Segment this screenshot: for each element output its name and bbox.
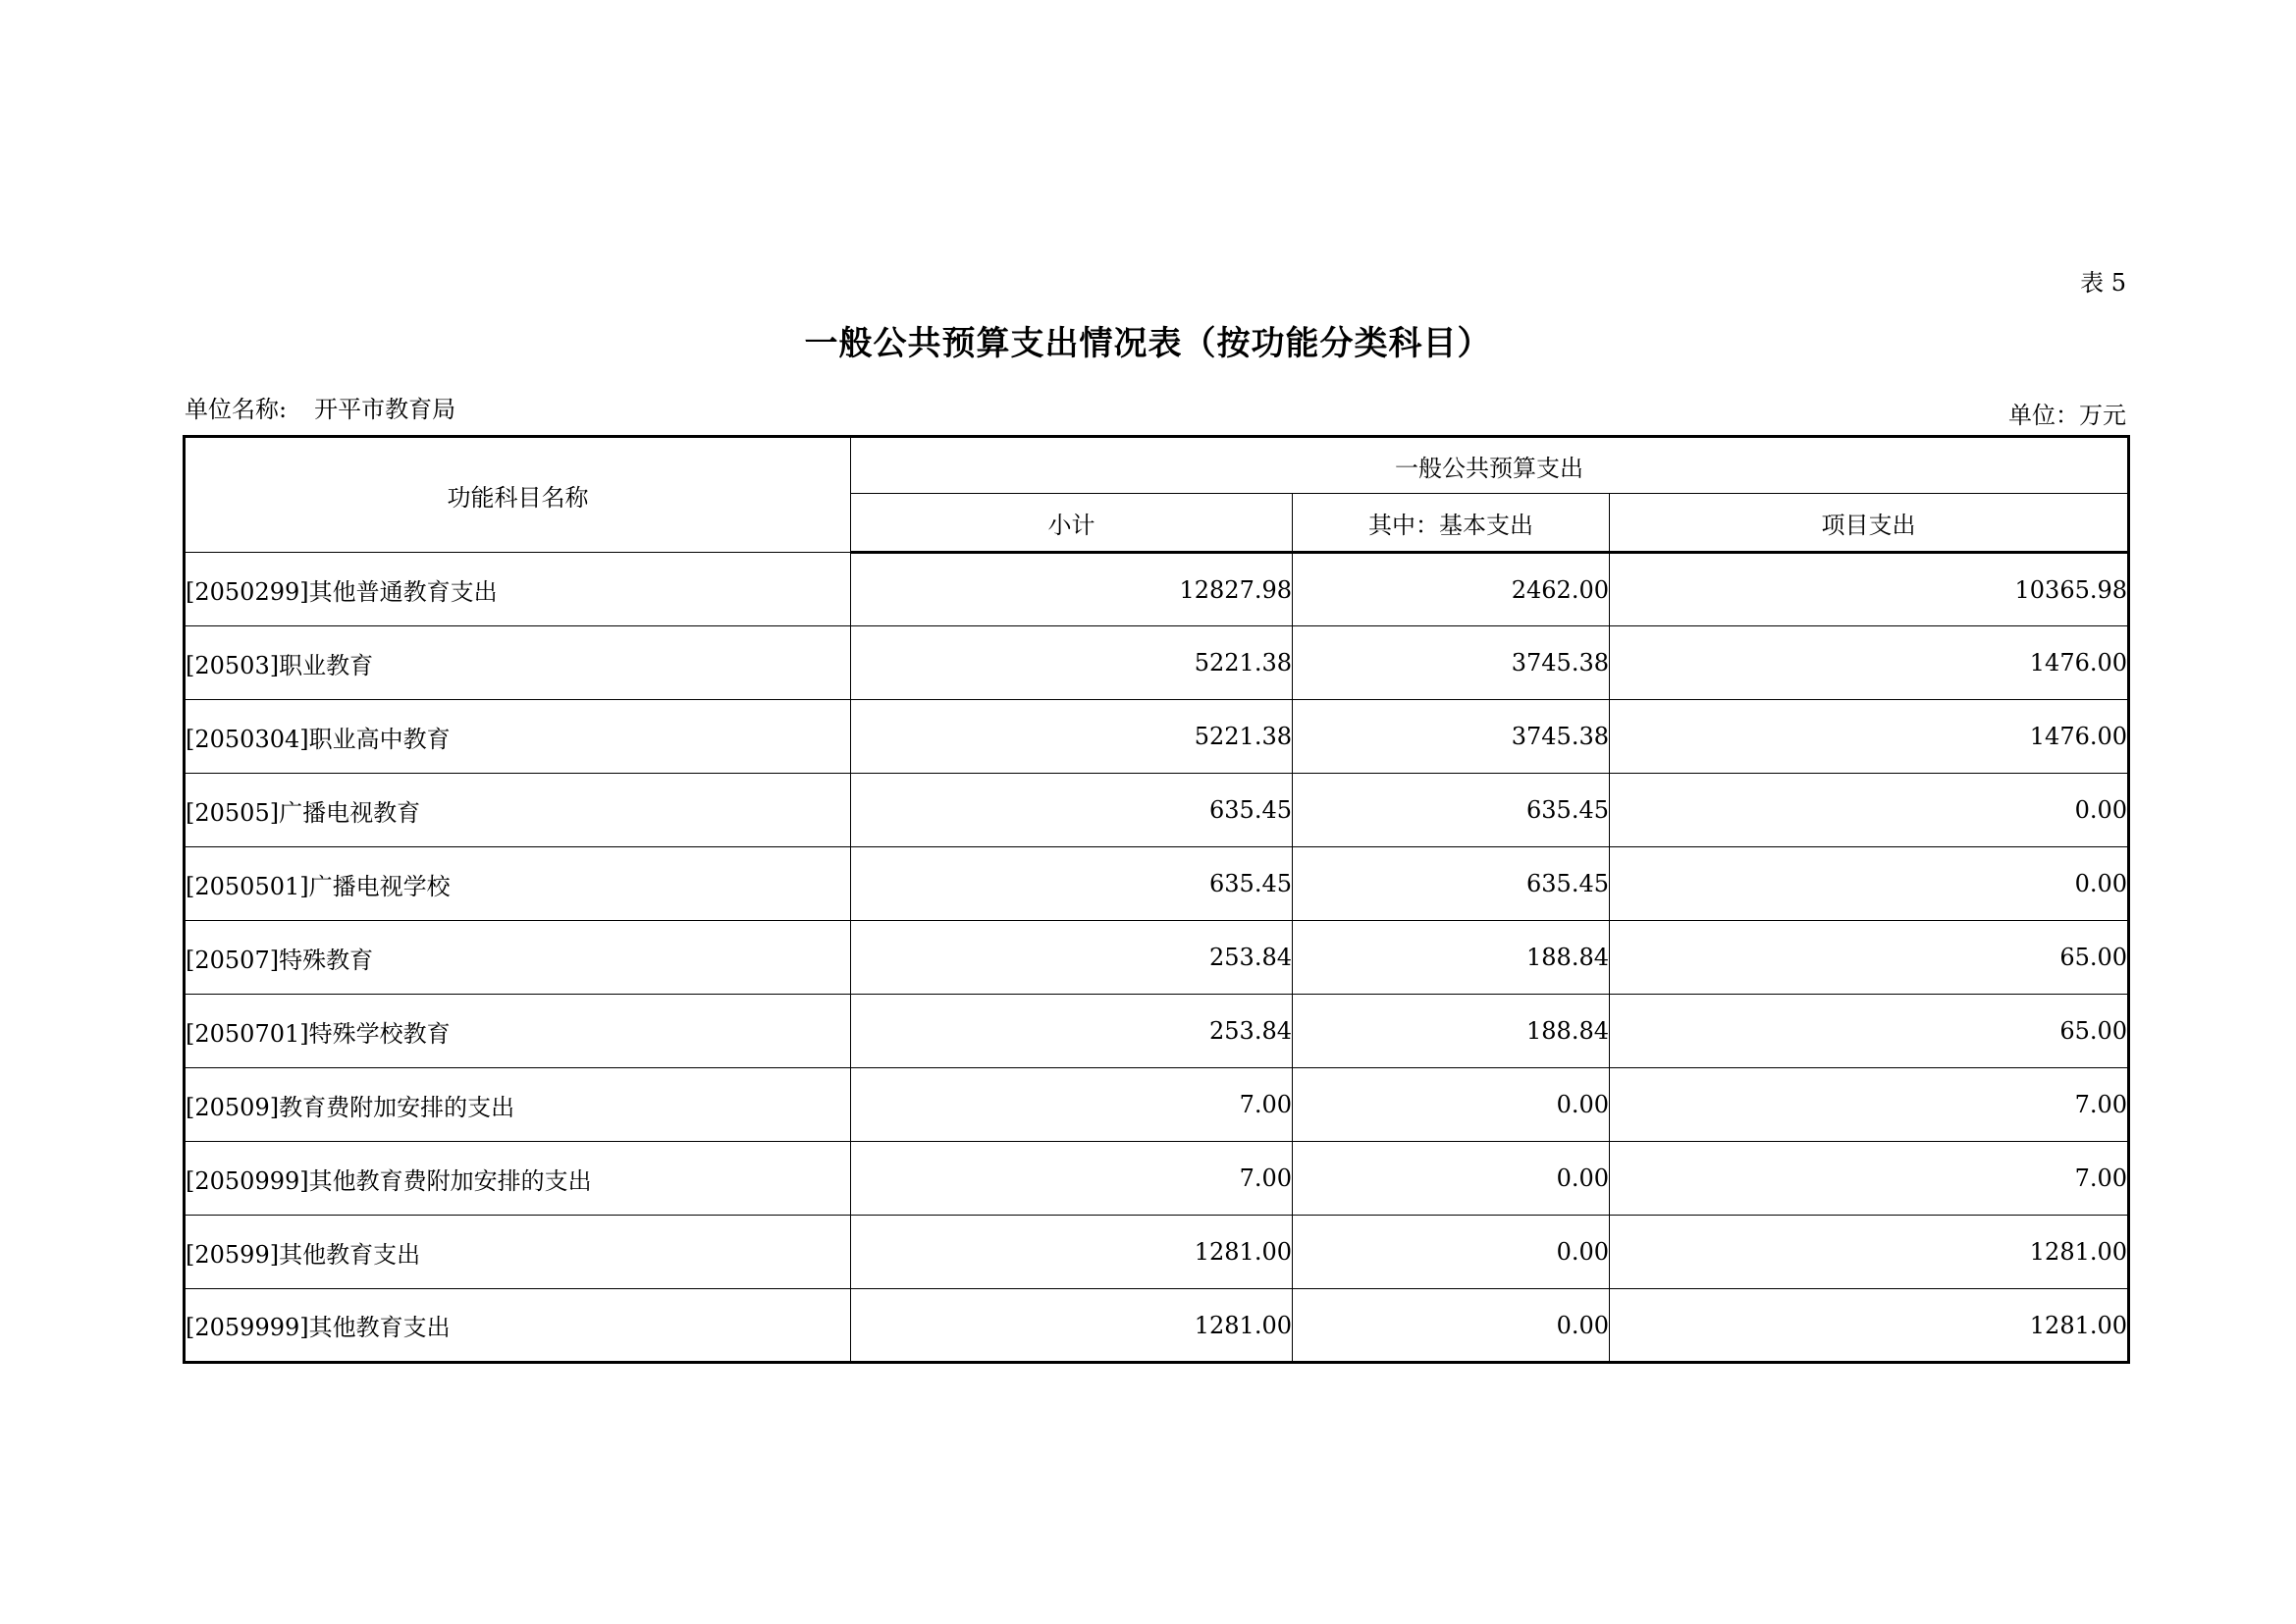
table-row <box>185 847 2129 921</box>
table-row <box>185 921 2129 995</box>
row-basic: 3745.38 <box>1293 700 1610 774</box>
row-project: 0.00 <box>1610 774 2129 847</box>
row-project: 65.00 <box>1610 995 2129 1068</box>
row-name: [2050999]其他教育费附加安排的支出 <box>185 1142 851 1216</box>
row-subtotal: 5221.38 <box>851 626 1293 700</box>
row-subtotal: 253.84 <box>851 921 1293 995</box>
table-row <box>185 1216 2129 1289</box>
row-basic: 0.00 <box>1293 1216 1610 1289</box>
table-row <box>185 1068 2129 1142</box>
header-basic-expense: 其中：基本支出 <box>1293 494 1610 553</box>
row-subtotal: 1281.00 <box>851 1289 1293 1363</box>
row-subtotal: 1281.00 <box>851 1216 1293 1289</box>
row-subtotal: 12827.98 <box>851 553 1293 626</box>
row-project: 1476.00 <box>1610 700 2129 774</box>
row-project: 1281.00 <box>1610 1289 2129 1363</box>
row-project: 1476.00 <box>1610 626 2129 700</box>
row-name: [20505]广播电视教育 <box>185 774 851 847</box>
budget-table <box>183 435 2130 1364</box>
header-function-name: 功能科目名称 <box>185 437 851 553</box>
table-row <box>185 553 2129 626</box>
row-subtotal: 5221.38 <box>851 700 1293 774</box>
table-row <box>185 700 2129 774</box>
unit-name-label: 单位名称: <box>185 396 288 423</box>
row-name: [2050299]其他普通教育支出 <box>185 553 851 626</box>
row-basic: 635.45 <box>1293 774 1610 847</box>
table-row <box>185 626 2129 700</box>
row-basic: 635.45 <box>1293 847 1610 921</box>
row-name: [20599]其他教育支出 <box>185 1216 851 1289</box>
row-name: [2059999]其他教育支出 <box>185 1289 851 1363</box>
unit-name-value: 开平市教育局 <box>314 396 456 423</box>
table-row <box>185 995 2129 1068</box>
row-project: 7.00 <box>1610 1142 2129 1216</box>
row-basic: 188.84 <box>1293 995 1610 1068</box>
row-basic: 2462.00 <box>1293 553 1610 626</box>
header-general-budget: 一般公共预算支出 <box>851 437 2129 494</box>
row-basic: 0.00 <box>1293 1289 1610 1363</box>
header-subtotal: 小计 <box>851 494 1293 553</box>
row-name: [20507]特殊教育 <box>185 921 851 995</box>
row-subtotal: 7.00 <box>851 1068 1293 1142</box>
page-title: 一般公共预算支出情况表（按功能分类科目） <box>804 324 1492 363</box>
row-basic: 0.00 <box>1293 1068 1610 1142</box>
unit-name <box>185 390 455 424</box>
row-project: 10365.98 <box>1610 553 2129 626</box>
row-name: [2050701]特殊学校教育 <box>185 995 851 1068</box>
row-basic: 0.00 <box>1293 1142 1610 1216</box>
row-project: 1281.00 <box>1610 1216 2129 1289</box>
row-name: [2050501]广播电视学校 <box>185 847 851 921</box>
row-project: 65.00 <box>1610 921 2129 995</box>
row-subtotal: 7.00 <box>851 1142 1293 1216</box>
row-name: [20509]教育费附加安排的支出 <box>185 1068 851 1142</box>
header-project-expense: 项目支出 <box>1610 494 2129 553</box>
unit-of-measure: 单位：万元 <box>2008 402 2126 429</box>
row-basic: 3745.38 <box>1293 626 1610 700</box>
row-project: 0.00 <box>1610 847 2129 921</box>
table-row <box>185 774 2129 847</box>
row-subtotal: 635.45 <box>851 774 1293 847</box>
table-row <box>185 1289 2129 1363</box>
row-project: 7.00 <box>1610 1068 2129 1142</box>
row-name: [2050304]职业高中教育 <box>185 700 851 774</box>
table-row <box>185 1142 2129 1216</box>
row-basic: 188.84 <box>1293 921 1610 995</box>
row-name: [20503]职业教育 <box>185 626 851 700</box>
row-subtotal: 253.84 <box>851 995 1293 1068</box>
row-subtotal: 635.45 <box>851 847 1293 921</box>
table-number: 表 5 <box>2080 269 2126 297</box>
